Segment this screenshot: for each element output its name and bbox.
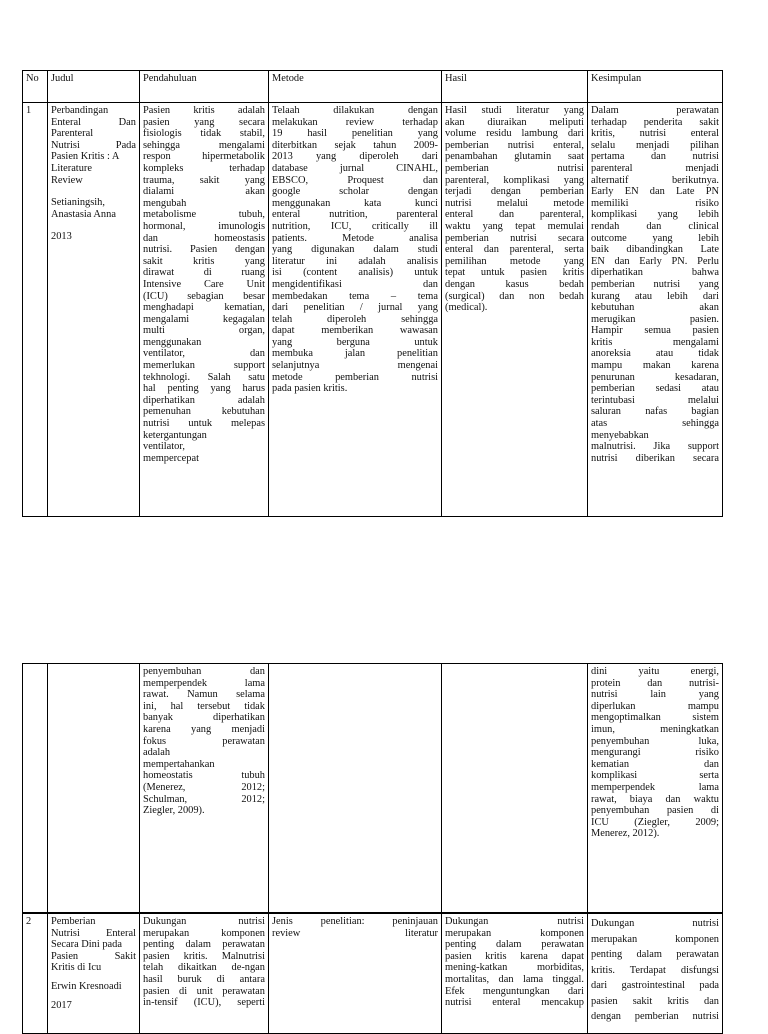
text-line: pada pasien kritis. xyxy=(272,383,348,395)
text-line: Dukungan nutrisi xyxy=(143,916,265,927)
text-line: hasil buruk di antara xyxy=(143,973,265,985)
text-line: Telaah dilakukan dengan xyxy=(272,105,438,116)
text-line: kematian dan xyxy=(591,758,719,770)
text-line: sehingga mengalami xyxy=(143,139,265,151)
kesimpulan-text xyxy=(591,105,719,464)
text-line: in-tensif (ICU), seperti xyxy=(143,997,265,1009)
text-line: kritis mengalami xyxy=(591,336,719,348)
text-line: EN dan Early PN. Perlu xyxy=(591,255,719,267)
header-hasil: Hasil xyxy=(442,71,588,103)
text-line: karena yang menjadi xyxy=(143,723,265,735)
cell-pendahuluan xyxy=(140,914,269,1034)
text-line: Parenteral xyxy=(51,128,94,140)
text-line: fokus perawatan xyxy=(143,735,265,747)
text-line: mengalami kegagalan xyxy=(143,313,265,325)
text-line: nutrisi. Pasien dengan xyxy=(143,244,265,256)
metode-text xyxy=(272,916,438,939)
text-line: Schulman, 2012; xyxy=(143,793,265,805)
text-line: enteral dan parenteral, xyxy=(445,209,584,221)
text-line: hormonal, imunologis xyxy=(143,220,265,232)
text-line: ini, hal tersebut tidak xyxy=(143,700,265,712)
text-line: selalu menjadi pilihan xyxy=(591,139,719,151)
text-line: kebutuhan akan xyxy=(591,302,719,314)
table-row xyxy=(23,914,723,1034)
text-line: telah diperoleh sehingga xyxy=(272,313,438,325)
text-line: database jurnal CINAHL, xyxy=(272,162,438,174)
text-line: Hampir semua pasien xyxy=(591,325,719,337)
text-line: pasien kritis karena dapat xyxy=(445,950,584,962)
text-line: adalah xyxy=(143,747,171,759)
text-line: dapat memberikan wawasan xyxy=(272,325,438,337)
text-line: Anastasia Anna xyxy=(51,208,116,220)
author-text: Erwin Kresnoadi xyxy=(51,980,122,992)
text-line: parenteral menjadi xyxy=(591,162,719,174)
text-line: dari gastrointestinal pada xyxy=(591,980,719,991)
header-judul: Judul xyxy=(48,71,140,103)
text-line: menggunakan kata kunci xyxy=(272,197,438,209)
cell-metode xyxy=(269,103,442,517)
text-line: merupakan komponen xyxy=(591,933,719,945)
text-line: penyembuhan luka, xyxy=(591,735,719,747)
text-line: homeostatis tubuh xyxy=(143,770,265,782)
text-line: waktu yang tepat memulai xyxy=(445,220,584,232)
text-line: diterbitkan sejak tahun 2009- xyxy=(272,139,438,151)
text-line: outcome yang lebih xyxy=(591,232,719,244)
cell-pendahuluan xyxy=(140,664,269,913)
text-line: telah dikaitkan de-ngan xyxy=(143,962,265,974)
text-line: mengurangi risiko xyxy=(591,747,719,759)
text-line: ketergantungan xyxy=(143,429,207,441)
pendahuluan-text xyxy=(143,105,265,464)
text-line: rawat. Namun selama xyxy=(143,689,265,701)
text-line: mempertahankan xyxy=(143,758,215,770)
text-line: alternatif berikutnya. xyxy=(591,174,719,186)
cell-metode xyxy=(269,914,442,1034)
text-line: akan diuraikan meliputi xyxy=(445,116,584,128)
text-line: diperhatikan adalah xyxy=(143,394,265,406)
cell-no: 2 xyxy=(23,914,48,1034)
text-line: mampu makan karena xyxy=(591,360,719,372)
text-line: Pasien Kritis : A xyxy=(51,151,120,163)
header-metode: Metode xyxy=(269,71,442,103)
year-text: 2013 xyxy=(51,231,72,243)
text-line: penambahan glutamin saat xyxy=(445,151,584,163)
text-line: kurang atau lebih dari xyxy=(591,290,719,302)
cell-hasil xyxy=(442,664,588,913)
text-line: kritis, nutrisi enteral xyxy=(591,128,719,140)
text-line: respon hipermetabolik xyxy=(143,151,265,163)
text-line: penting dalam perawatan xyxy=(445,939,584,951)
hasil-text xyxy=(445,105,584,314)
text-line: selanjutnya mengenai xyxy=(272,360,438,372)
cell-hasil xyxy=(442,914,588,1034)
text-line: membedakan tema – tema xyxy=(272,290,438,302)
text-line: nutrisi untuk melepas xyxy=(143,418,265,430)
text-line: mengidentifikasi dan xyxy=(272,278,438,290)
cell-hasil xyxy=(442,103,588,517)
text-line: tekhnologi. Salah satu xyxy=(143,371,265,383)
text-line: komplikasi serta xyxy=(591,770,719,782)
text-line: diperhatikan bahwa xyxy=(591,267,719,279)
text-line: pemberian nutrisi xyxy=(445,162,584,174)
text-line: Menerez, 2012). xyxy=(591,828,660,840)
text-line: saluran nafas bagian xyxy=(591,406,719,418)
text-line: Nutrisi Enteral xyxy=(51,927,136,939)
text-line: Pasien Sakit xyxy=(51,950,136,962)
cell-kesimpulan xyxy=(588,103,723,517)
text-line: enteral dan parenteral, serta xyxy=(445,244,584,256)
text-line: google scholar dengan xyxy=(272,186,438,198)
header-pendahuluan: Pendahuluan xyxy=(140,71,269,103)
text-line: banyak diperhatikan xyxy=(143,712,265,724)
text-line: Efek menguntungkan dari xyxy=(445,985,584,997)
text-line: imun, meningkatkan xyxy=(591,723,719,735)
text-line: memiliki risiko xyxy=(591,197,719,209)
cell-no xyxy=(23,664,48,913)
text-line: yang berguna untuk xyxy=(272,336,438,348)
text-line: terhadap penderita sakit xyxy=(591,116,719,128)
text-line: merupakan komponen xyxy=(143,927,265,939)
text-line: rawat, biaya dan waktu xyxy=(591,793,719,805)
text-line: kompleks terhadap xyxy=(143,162,265,174)
text-line: Setianingsih, xyxy=(51,197,105,209)
text-line: Pasien kritis adalah xyxy=(143,105,265,116)
text-line: hal penting yang harus xyxy=(143,383,265,395)
text-line: fisiologis tidak stabil, xyxy=(143,128,265,140)
cell-judul xyxy=(48,664,140,913)
text-line: pasien yang secara xyxy=(143,116,265,128)
text-line: menggunakan xyxy=(143,336,202,348)
text-line: review literatur xyxy=(272,927,438,939)
text-line: mempercepat xyxy=(143,452,199,464)
review-table-page-1 xyxy=(22,70,723,517)
text-line: Dukungan nutrisi xyxy=(591,918,719,929)
text-line: terjadi dengan pemberian xyxy=(445,186,584,198)
text-line: penurunan kesadaran, xyxy=(591,371,719,383)
text-line: mortalitas, dan lama tinggal. xyxy=(445,973,584,985)
text-line: (medical). xyxy=(445,302,488,314)
text-line: menghadapi kematian, xyxy=(143,302,265,314)
text-line: mening-katkan morbiditas, xyxy=(445,962,584,974)
text-line: mengoptimalkan sistem xyxy=(591,712,719,724)
text-line: (ICU) sebagian besar xyxy=(143,290,265,302)
cell-pendahuluan xyxy=(140,103,269,517)
text-line: Pemberian xyxy=(51,916,96,927)
text-line: Secara Dini pada xyxy=(51,939,122,951)
text-line: Intensive Care Unit xyxy=(143,278,265,290)
text-line: enteral nutrition, parenteral xyxy=(272,209,438,221)
text-line: diperlukan mampu xyxy=(591,700,719,712)
text-line: (surgical) dan non bedah xyxy=(445,290,584,302)
table-row xyxy=(23,103,723,517)
text-line: metode pemberian nutrisi xyxy=(272,371,438,383)
metode-text xyxy=(272,105,438,395)
text-line: pasien di unit perawatan xyxy=(143,985,265,997)
text-line: 19 hasil penelitian yang xyxy=(272,128,438,140)
text-line: dini yaitu energi, xyxy=(591,666,719,677)
hasil-text xyxy=(445,916,584,1009)
text-line: trauma, sakit yang xyxy=(143,174,265,186)
text-line: tepat untuk pasien kritis xyxy=(445,267,584,279)
text-line: patients. Metode analisa xyxy=(272,232,438,244)
text-line: memperpendek lama xyxy=(143,677,265,689)
judul-text xyxy=(51,916,136,974)
text-line: Dalam perawatan xyxy=(591,105,719,116)
year-text: 2017 xyxy=(51,999,72,1011)
text-line: baik dibandingkan Late xyxy=(591,244,719,256)
text-line: pemberian sedasi atau xyxy=(591,383,719,395)
pendahuluan-text xyxy=(143,916,265,1009)
text-line: Nutrisi Pada xyxy=(51,139,136,151)
text-line: sakit kritis yang xyxy=(143,255,265,267)
text-line: pemenuhan kebutuhan xyxy=(143,406,265,418)
text-line: mengubah xyxy=(143,197,187,209)
text-line: (Menerez, 2012; xyxy=(143,781,265,793)
text-line: penting dalam perawatan xyxy=(591,949,719,960)
text-line: EBSCO, Proquest dan xyxy=(272,174,438,186)
text-line: merugikan pasien. xyxy=(591,313,719,325)
text-line: pemberian nutrisi yang xyxy=(591,278,719,290)
authors-text xyxy=(51,197,136,220)
text-line: membuka jalan penelitian xyxy=(272,348,438,360)
text-line: terintubasi melalui xyxy=(591,394,719,406)
text-line: memperpendek lama xyxy=(591,781,719,793)
text-line: dialami akan xyxy=(143,186,265,198)
cell-kesimpulan xyxy=(588,914,723,1034)
text-line: Ziegler, 2009). xyxy=(143,805,205,817)
text-line: memerlukan support xyxy=(143,360,265,372)
text-line: komplikasi yang lebih xyxy=(591,209,719,221)
cell-judul xyxy=(48,914,140,1034)
text-line: penyembuhan dan xyxy=(143,666,265,677)
text-line: Early EN dan Late PN xyxy=(591,186,719,198)
text-line: pemilihan metode yang xyxy=(445,255,584,267)
text-line: penting dalam perawatan xyxy=(143,939,265,951)
text-line: rendah dan clinical xyxy=(591,220,719,232)
text-line: merupakan komponen xyxy=(445,927,584,939)
header-kesimpulan: Kesimpulan xyxy=(588,71,723,103)
text-line: ventilator, dan xyxy=(143,348,265,360)
text-line: Literature xyxy=(51,162,92,174)
text-line: Perbandingan xyxy=(51,105,109,116)
text-line: nutrisi enteral mencakup xyxy=(445,997,584,1009)
kesimpulan-text xyxy=(591,916,719,1025)
text-line: kritis. Terdapat disfungsi xyxy=(591,964,719,976)
cell-kesimpulan xyxy=(588,664,723,913)
table-row xyxy=(23,664,723,913)
text-line: dengan kasus bedah xyxy=(445,278,584,290)
text-line: nutrisi melalui metode xyxy=(445,197,584,209)
text-line: pertama dan nutrisi xyxy=(591,151,719,163)
header-no: No xyxy=(23,71,48,103)
text-line: dengan pemberian nutrisi xyxy=(591,1011,719,1022)
text-line: pasien kritis. Malnutrisi xyxy=(143,950,265,962)
review-table-continuation xyxy=(22,663,723,913)
text-line: multi organ, xyxy=(143,325,265,337)
text-line: pemberian nutrisi enteral, xyxy=(445,139,584,151)
text-line: protein dan nutrisi- xyxy=(591,677,719,689)
text-line: Enteral Dan xyxy=(51,116,136,128)
text-line: nutrisi lain yang xyxy=(591,689,719,701)
text-line: yang digunakan dalam studi xyxy=(272,244,438,256)
text-line: parenteral, komplikasi yang xyxy=(445,174,584,186)
text-line: metabolisme tubuh, xyxy=(143,209,265,221)
text-line: anoreksia atau tidak xyxy=(591,348,719,360)
text-line: nutrition, ICU, critically ill xyxy=(272,220,438,232)
table-header-row xyxy=(23,71,723,103)
text-line: Dukungan nutrisi xyxy=(445,916,584,927)
text-line: pasien sakit kritis dan xyxy=(591,995,719,1007)
text-line: atas sehingga xyxy=(591,418,719,430)
text-line: dirawat di ruang xyxy=(143,267,265,279)
cell-no: 1 xyxy=(23,103,48,517)
text-line: dari penelitian / jurnal yang xyxy=(272,302,438,314)
text-line: menyebabkan xyxy=(591,429,649,441)
text-line: penyembuhan pasien di xyxy=(591,805,719,817)
text-line: isi (content analisis) untuk xyxy=(272,267,438,279)
pendahuluan-text xyxy=(143,666,265,817)
text-line: malnutrisi. Jika support xyxy=(591,441,719,453)
kesimpulan-text xyxy=(591,666,719,840)
text-line: ICU (Ziegler, 2009; xyxy=(591,816,719,828)
judul-text xyxy=(51,105,136,186)
text-line: literatur ini adalah analisis xyxy=(272,255,438,267)
text-line: Hasil studi literatur yang xyxy=(445,105,584,116)
text-line: melakukan review terhadap xyxy=(272,116,438,128)
text-line: ventilator, xyxy=(143,441,185,453)
text-line: dan homeostasis xyxy=(143,232,265,244)
text-line: nutrisi diberikan secara xyxy=(591,452,719,464)
cell-judul xyxy=(48,103,140,517)
text-line: 2013 yang diperoleh dari xyxy=(272,151,438,163)
text-line: Kritis di Icu xyxy=(51,962,102,974)
text-line: volume residu lambung dari xyxy=(445,128,584,140)
text-line: Jenis penelitian: peninjauan xyxy=(272,916,438,927)
cell-metode xyxy=(269,664,442,913)
review-table-row-2 xyxy=(22,913,723,1034)
text-line: pemberian nutrisi secara xyxy=(445,232,584,244)
text-line: Review xyxy=(51,174,83,186)
